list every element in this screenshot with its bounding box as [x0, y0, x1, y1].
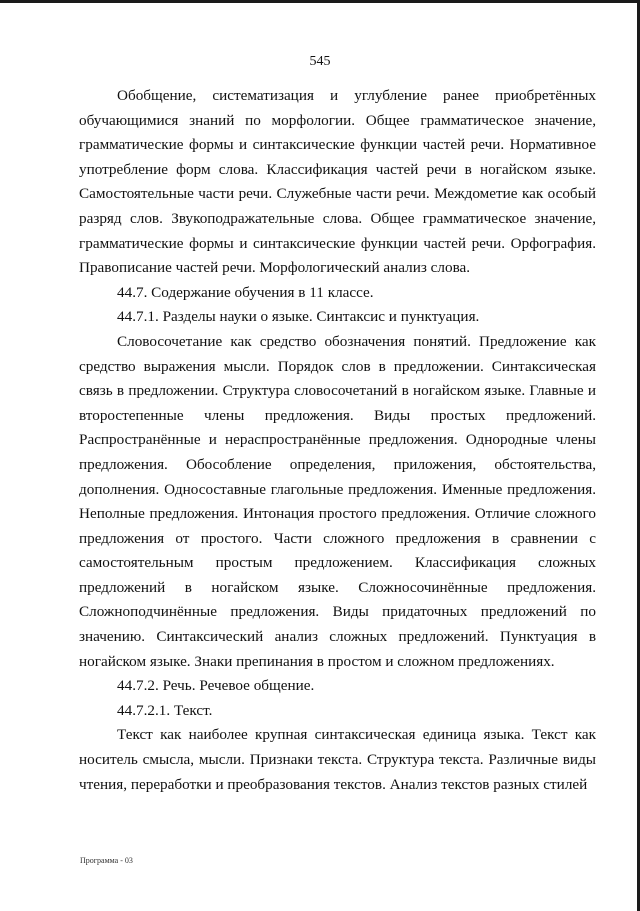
scan-border-top	[0, 0, 640, 3]
footer-label: Программа - 03	[80, 856, 133, 865]
paragraph-text: Текст как наиболее крупная синтаксическая единица языка. Текст как носитель смысла, мысли. Признаки текста. Структура текста. Различные виды чтения, переработки и преобразования текстов. Анализ текстов разных стилей	[79, 726, 596, 793]
section-heading-44-7-2-1: 44.7.2.1. Текст.	[117, 701, 213, 719]
section-heading-44-7-2: 44.7.2. Речь. Речевое общение.	[117, 677, 315, 695]
section-heading-44-7: 44.7. Содержание обучения в 11 классе.	[117, 283, 374, 301]
document-body	[79, 84, 596, 797]
paragraph-syntax-punctuation: Словосочетание как средство обозначения понятий. Предложение как средство выражения мысли. Порядок слов в предложении. Синтаксическая связь в предложении. Структура словосочетаний в ногайском языке. Главные и второстепенные члены предложения. Виды простых предложений. Распространённые и нераспространённые предложения. Однородные члены предложения. Обособление определения, приложения, обстоятельства, дополнения. Односоставные глагольные предложения. Именные предложения. Неполные предложения. Интонация простого предложения. Отличие сложного предложения от простого. Части сложного предложения в сравнении с самостоятельным простым предложением. Классификация сложных предложений в ногайском языке. Сложносочинённые предложения. Сложноподчинённые предложения. Виды придаточных предложений по значению. Синтаксический анализ сложных предложений. Пунктуация в ногайском языке. Знаки препинания в простом и сложном предложениях.	[79, 332, 596, 670]
section-heading-44-7-1: 44.7.1. Разделы науки о языке. Синтаксис и пунктуация.	[117, 308, 480, 326]
page-number: 545	[309, 54, 331, 69]
paragraph-morphology-summary: Обобщение, систематизация и углубление ранее приобретённых обучающимися знаний по морфологии. Общее грамматическое значение, грамматические формы и синтаксические функции частей речи. Нормативное употребление форм слова. Классификация частей речи в ногайском языке. Самостоятельные части речи. Служебные части речи. Междометие как особый разряд слов. Звукоподражательные слова. Общее грамматическое значение, грамматические формы и синтаксические функции частей речи. Орфография. Правописание частей речи. Морфологический анализ слова.	[79, 87, 596, 277]
